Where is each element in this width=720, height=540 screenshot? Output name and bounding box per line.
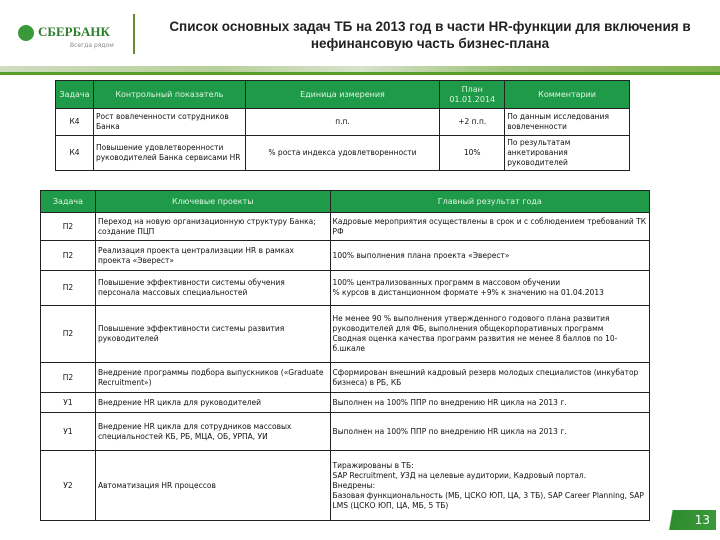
column-header: Задача [56,81,94,109]
table-cell: По результатам анкетирования руководителей [505,136,630,171]
column-header: Единица измерения [245,81,440,109]
table-row [41,413,650,451]
column-header: План 01.01.2014 [440,81,505,109]
logo-name: СБЕРБАНК [38,24,110,39]
table-row [41,271,650,306]
table-row [41,363,650,393]
column-header: Комментарии [505,81,630,109]
table-cell: п.п. [245,109,440,136]
table-cell: К4 [56,109,94,136]
table-row [41,393,650,413]
projects-table [40,190,650,521]
table-cell: +2 п.п. [440,109,505,136]
table-row [41,241,650,271]
table-cell: Внедрение HR цикла для сотрудников массовых специальностей КБ, РБ, МЦА, ОБ, УРПА, УИ [95,413,330,451]
table-row [41,213,650,241]
table-cell: У1 [41,393,96,413]
column-header: Задача [41,191,96,213]
kpi-table [55,80,630,171]
table-cell: 100% централизованных программ в массовом обучении % курсов в дистанционном формате +9% к значению на 01.04.2013 [330,271,649,306]
column-header: Контрольный показатель [93,81,245,109]
table-cell: Переход на новую организационную структуру Банка; создание ПЦП [95,213,330,241]
table-cell: У1 [41,413,96,451]
table-cell: % роста индекса удовлетворенности [245,136,440,171]
table-cell: Выполнен на 100% ППР по внедрению HR цикла на 2013 г. [330,393,649,413]
table-row [56,136,630,171]
logo-tagline: Всегда рядом [70,42,114,49]
table-row [41,451,650,521]
table-cell: Выполнен на 100% ППР по внедрению HR цикла на 2013 г. [330,413,649,451]
table-row [41,306,650,363]
table-cell: П2 [41,363,96,393]
table-cell: Не менее 90 % выполнения утвержденного годового плана развития руководителей для ФБ, выполнения общекорпоративных программ Сводная оценка качества программ развития не менее 8 баллов по 10-б.шкале [330,306,649,363]
sberbank-logo [18,22,128,52]
table-cell: П2 [41,213,96,241]
logo-icon [18,25,34,41]
green-rule [0,72,720,75]
table-cell: 100% выполнения плана проекта «Эверест» [330,241,649,271]
table-cell: П2 [41,271,96,306]
header-divider [133,14,135,54]
table-cell: Сформирован внешний кадровый резерв молодых специалистов (инкубатор бизнеса) в РБ, КБ [330,363,649,393]
column-header: Ключевые проекты [95,191,330,213]
table-cell: Внедрение программы подбора выпускников («Graduate Recruitment») [95,363,330,393]
table-cell: П2 [41,306,96,363]
column-header: Главный результат года [330,191,649,213]
page-title: Список основных задач ТБ на 2013 год в части HR-функции для включения в нефинансовую часть бизнес-плана [169,19,691,51]
table-cell: 10% [440,136,505,171]
table-row [56,109,630,136]
table-cell: Тиражированы в ТБ: SAP Recruitment, УЗД на целевые аудитории, Кадровый портал. Внедрены: Базовая функциональность (МБ, ЦСКО ЮП, ЦА, 3 ТБ), SAP Career Planning, SAP LMS (ЦСКО ЮП, ЦА, МБ, 5 ТБ) [330,451,649,521]
table-cell: Внедрение HR цикла для руководителей [95,393,330,413]
table-cell: К4 [56,136,94,171]
table-cell: Повышение удовлетворенности руководителей Банка сервисами HR [93,136,245,171]
table-cell: Рост вовлеченности сотрудников Банка [93,109,245,136]
table-cell: Реализация проекта централизации HR в рамках проекта «Эверест» [95,241,330,271]
table-cell: У2 [41,451,96,521]
table-cell: Повышение эффективности системы обучения персонала массовых специальностей [95,271,330,306]
table-cell: Повышение эффективности системы развития руководителей [95,306,330,363]
page-number: 13 [668,510,716,530]
table-cell: По данным исследования вовлеченности [505,109,630,136]
table-cell: П2 [41,241,96,271]
table-cell: Автоматизация HR процессов [95,451,330,521]
table-cell: Кадровые мероприятия осуществлены в срок и с соблюдением требований ТК РФ [330,213,649,241]
